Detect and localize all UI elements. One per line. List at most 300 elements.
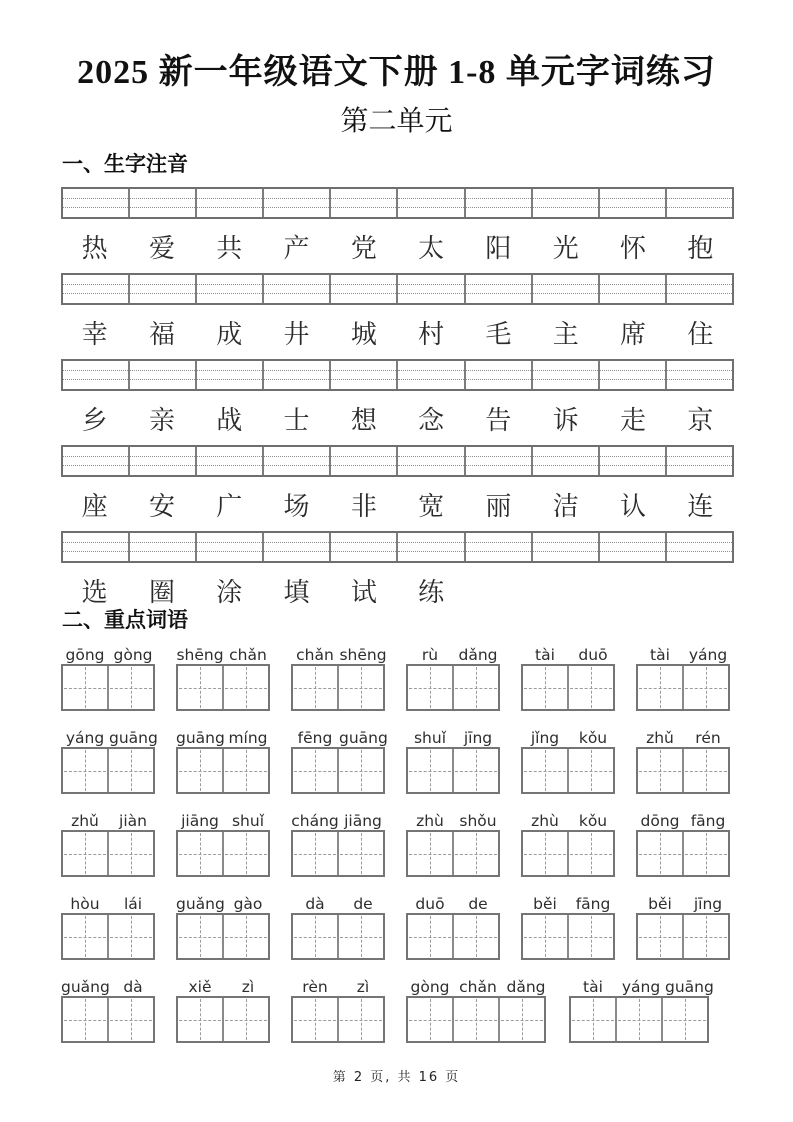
pinyin-label-row bbox=[176, 893, 272, 913]
character-label: 士 bbox=[283, 405, 310, 435]
writing-box bbox=[291, 664, 385, 711]
tian-zi-ge-cell bbox=[63, 666, 109, 709]
pinyin-syllable: chǎn bbox=[229, 646, 267, 664]
character-row bbox=[61, 477, 734, 531]
character-label: 认 bbox=[620, 491, 647, 521]
character-label: 京 bbox=[687, 405, 714, 435]
word-group bbox=[521, 893, 617, 960]
pinyin-label-row bbox=[176, 810, 272, 830]
pinyin-cell bbox=[398, 533, 465, 561]
tian-zi-ge-cell bbox=[523, 749, 569, 792]
pinyin-label-row bbox=[406, 976, 550, 996]
tian-zi-ge-cell bbox=[523, 915, 569, 958]
pinyin-label-row bbox=[176, 644, 272, 664]
character-label: 选 bbox=[81, 577, 108, 607]
tian-zi-ge-cell bbox=[569, 915, 613, 958]
pinyin-syllable: gào bbox=[233, 895, 263, 913]
pinyin-writing-strip bbox=[61, 359, 734, 391]
pinyin-cell bbox=[264, 447, 331, 475]
pinyin-label-row bbox=[636, 644, 732, 664]
tian-zi-ge-cell bbox=[339, 998, 383, 1041]
word-row bbox=[61, 893, 741, 960]
pinyin-writing-strip bbox=[61, 445, 734, 477]
pinyin-cell bbox=[63, 361, 130, 389]
pinyin-syllable: jǐng bbox=[530, 729, 560, 747]
pinyin-syllable: shēng bbox=[339, 646, 387, 664]
word-group bbox=[61, 976, 157, 1043]
tian-zi-ge-cell bbox=[63, 998, 109, 1041]
character-label: 连 bbox=[687, 491, 714, 521]
pinyin-syllable: gòng bbox=[113, 646, 153, 664]
pinyin-cell bbox=[197, 361, 264, 389]
character-label: 光 bbox=[552, 233, 579, 263]
pinyin-syllable: zhǔ bbox=[646, 729, 674, 747]
pinyin-label-row bbox=[521, 893, 617, 913]
tian-zi-ge-cell bbox=[523, 666, 569, 709]
pinyin-syllable: rù bbox=[421, 646, 439, 664]
character-label: 练 bbox=[418, 577, 445, 607]
tian-zi-ge-cell bbox=[454, 666, 498, 709]
word-group bbox=[521, 644, 617, 711]
character-label: 洁 bbox=[552, 491, 579, 521]
pinyin-syllable: rén bbox=[695, 729, 721, 747]
pinyin-syllable: cháng bbox=[291, 812, 339, 830]
tian-zi-ge-cell bbox=[109, 915, 153, 958]
word-group bbox=[61, 893, 157, 960]
pinyin-cell bbox=[264, 275, 331, 303]
tian-zi-ge-cell bbox=[684, 915, 728, 958]
pinyin-syllable: dǎng bbox=[506, 978, 546, 996]
character-label: 城 bbox=[350, 319, 377, 349]
writing-box bbox=[636, 913, 730, 960]
pinyin-cell bbox=[466, 275, 533, 303]
tian-zi-ge-cell bbox=[454, 915, 498, 958]
pinyin-cell bbox=[398, 361, 465, 389]
page-number: 第 2 页, 共 16 页 bbox=[332, 1070, 461, 1085]
pinyin-cell bbox=[667, 447, 732, 475]
pinyin-syllable: fāng bbox=[575, 895, 611, 913]
character-label: 宽 bbox=[418, 491, 445, 521]
writing-box bbox=[176, 830, 270, 877]
character-label: 想 bbox=[350, 405, 377, 435]
character-label: 丽 bbox=[485, 491, 512, 521]
page-title: 2025 新一年级语文下册 1-8 单元字词练习 bbox=[77, 54, 716, 91]
character-label: 毛 bbox=[485, 319, 512, 349]
tian-zi-ge-cell bbox=[454, 998, 500, 1041]
word-group bbox=[176, 893, 272, 960]
writing-box bbox=[176, 664, 270, 711]
pinyin-label-row bbox=[521, 727, 617, 747]
tian-zi-ge-cell bbox=[63, 915, 109, 958]
character-label: 阳 bbox=[485, 233, 512, 263]
character-label: 亲 bbox=[148, 405, 175, 435]
character-label: 诉 bbox=[552, 405, 579, 435]
pinyin-cell bbox=[533, 361, 600, 389]
writing-box bbox=[521, 913, 615, 960]
tian-zi-ge-cell bbox=[663, 998, 707, 1041]
pinyin-label-row bbox=[569, 976, 713, 996]
pinyin-cell bbox=[533, 275, 600, 303]
pinyin-syllable: guǎng bbox=[176, 895, 225, 913]
tian-zi-ge-cell bbox=[408, 749, 454, 792]
tian-zi-ge-cell bbox=[638, 915, 684, 958]
character-label: 填 bbox=[283, 577, 310, 607]
pinyin-cell bbox=[130, 275, 197, 303]
tian-zi-ge-cell bbox=[224, 666, 268, 709]
pinyin-cell bbox=[533, 189, 600, 217]
pinyin-cell bbox=[197, 447, 264, 475]
tian-zi-ge-cell bbox=[638, 832, 684, 875]
tian-zi-ge-cell bbox=[293, 915, 339, 958]
word-group bbox=[569, 976, 713, 1043]
pinyin-cell bbox=[331, 361, 398, 389]
character-label: 热 bbox=[81, 233, 108, 263]
word-group bbox=[291, 810, 387, 877]
pinyin-label-row bbox=[61, 727, 157, 747]
word-group bbox=[636, 644, 732, 711]
pinyin-label-row bbox=[636, 810, 732, 830]
character-label: 告 bbox=[485, 405, 512, 435]
pinyin-syllable: jīng bbox=[463, 729, 493, 747]
pinyin-syllable: dà bbox=[123, 978, 143, 996]
pinyin-label-row bbox=[176, 976, 272, 996]
character-label: 井 bbox=[283, 319, 310, 349]
pinyin-label-row bbox=[636, 893, 732, 913]
pinyin-cell bbox=[331, 533, 398, 561]
tian-zi-ge-cell bbox=[569, 666, 613, 709]
pinyin-syllable: yáng bbox=[621, 978, 661, 996]
word-row bbox=[61, 727, 741, 794]
word-group bbox=[291, 727, 387, 794]
pinyin-syllable: duō bbox=[578, 646, 608, 664]
pinyin-syllable: lái bbox=[123, 895, 143, 913]
pinyin-syllable: xiě bbox=[188, 978, 212, 996]
writing-box bbox=[291, 913, 385, 960]
pinyin-cell bbox=[130, 533, 197, 561]
writing-box bbox=[406, 996, 546, 1043]
writing-box bbox=[61, 996, 155, 1043]
tian-zi-ge-cell bbox=[408, 666, 454, 709]
tian-zi-ge-cell bbox=[224, 998, 268, 1041]
pinyin-syllable: gōng bbox=[65, 646, 105, 664]
pinyin-cell bbox=[600, 275, 667, 303]
writing-box bbox=[406, 664, 500, 711]
pinyin-syllable: guāng bbox=[665, 978, 714, 996]
pinyin-cell bbox=[600, 361, 667, 389]
pinyin-cell bbox=[63, 275, 130, 303]
tian-zi-ge-cell bbox=[293, 998, 339, 1041]
character-label: 安 bbox=[148, 491, 175, 521]
tian-zi-ge-cell bbox=[569, 749, 613, 792]
tian-zi-ge-cell bbox=[638, 749, 684, 792]
character-label: 共 bbox=[216, 233, 243, 263]
pinyin-syllable: tài bbox=[535, 646, 555, 664]
tian-zi-ge-cell bbox=[571, 998, 617, 1041]
pinyin-label-row bbox=[521, 810, 617, 830]
writing-box bbox=[569, 996, 709, 1043]
tian-zi-ge-cell bbox=[569, 832, 613, 875]
pinyin-label-row bbox=[61, 810, 157, 830]
character-label: 战 bbox=[216, 405, 243, 435]
character-label: 抱 bbox=[687, 233, 714, 263]
character-label: 幸 bbox=[81, 319, 108, 349]
pinyin-syllable: shēng bbox=[176, 646, 224, 664]
pinyin-cell bbox=[600, 533, 667, 561]
pinyin-writing-strip bbox=[61, 273, 734, 305]
tian-zi-ge-cell bbox=[339, 749, 383, 792]
pinyin-syllable: fāng bbox=[690, 812, 726, 830]
character-label: 走 bbox=[620, 405, 647, 435]
writing-box bbox=[291, 830, 385, 877]
pinyin-syllable: jīng bbox=[693, 895, 723, 913]
word-group bbox=[636, 893, 732, 960]
tian-zi-ge-cell bbox=[339, 666, 383, 709]
section1-heading: 一、生字注音 bbox=[62, 152, 188, 176]
character-label: 产 bbox=[283, 233, 310, 263]
writing-box bbox=[176, 996, 270, 1043]
pinyin-syllable: chǎn bbox=[459, 978, 497, 996]
pinyin-cell bbox=[130, 189, 197, 217]
pinyin-label-row bbox=[61, 644, 157, 664]
section2-heading: 二、重点词语 bbox=[62, 608, 188, 632]
word-row bbox=[61, 810, 741, 877]
tian-zi-ge-cell bbox=[684, 749, 728, 792]
pinyin-label-row bbox=[291, 644, 387, 664]
writing-box bbox=[176, 747, 270, 794]
pinyin-label-row bbox=[406, 893, 502, 913]
pinyin-cell bbox=[331, 447, 398, 475]
word-group bbox=[636, 727, 732, 794]
tian-zi-ge-cell bbox=[109, 666, 153, 709]
pinyin-label-row bbox=[291, 727, 387, 747]
pinyin-syllable: běi bbox=[533, 895, 557, 913]
word-group bbox=[176, 727, 272, 794]
tian-zi-ge-cell bbox=[109, 998, 153, 1041]
pinyin-syllable: shuǐ bbox=[231, 812, 265, 830]
word-group bbox=[291, 644, 387, 711]
tian-zi-ge-cell bbox=[178, 998, 224, 1041]
word-group bbox=[61, 727, 157, 794]
word-group bbox=[61, 810, 157, 877]
pinyin-label-row bbox=[406, 810, 502, 830]
pinyin-cell bbox=[466, 189, 533, 217]
character-label: 圈 bbox=[148, 577, 175, 607]
pinyin-syllable: duō bbox=[415, 895, 445, 913]
tian-zi-ge-cell bbox=[224, 832, 268, 875]
pinyin-label-row bbox=[176, 727, 272, 747]
pinyin-cell bbox=[600, 189, 667, 217]
pinyin-syllable: fēng bbox=[297, 729, 333, 747]
pinyin-syllable: jiāng bbox=[181, 812, 219, 830]
pinyin-syllable: gòng bbox=[410, 978, 450, 996]
pinyin-cell bbox=[667, 275, 732, 303]
character-label: 乡 bbox=[81, 405, 108, 435]
section1-rows bbox=[61, 187, 734, 617]
word-group bbox=[291, 893, 387, 960]
tian-zi-ge-cell bbox=[63, 749, 109, 792]
word-group bbox=[636, 810, 732, 877]
character-label: 念 bbox=[418, 405, 445, 435]
word-group bbox=[521, 727, 617, 794]
pinyin-syllable: dōng bbox=[640, 812, 680, 830]
pinyin-syllable: běi bbox=[648, 895, 672, 913]
word-group bbox=[61, 644, 157, 711]
character-label: 爱 bbox=[148, 233, 175, 263]
word-group bbox=[406, 810, 502, 877]
word-group bbox=[521, 810, 617, 877]
pinyin-label-row bbox=[61, 893, 157, 913]
pinyin-syllable: míng bbox=[228, 729, 268, 747]
tian-zi-ge-cell bbox=[339, 832, 383, 875]
writing-box bbox=[406, 913, 500, 960]
character-label: 试 bbox=[350, 577, 377, 607]
tian-zi-ge-cell bbox=[178, 832, 224, 875]
pinyin-syllable: shuǐ bbox=[413, 729, 447, 747]
pinyin-label-row bbox=[291, 893, 387, 913]
pinyin-syllable: zhǔ bbox=[71, 812, 99, 830]
character-label: 涂 bbox=[216, 577, 243, 607]
pinyin-cell bbox=[398, 189, 465, 217]
pinyin-cell bbox=[331, 189, 398, 217]
pinyin-cell bbox=[264, 533, 331, 561]
tian-zi-ge-cell bbox=[684, 832, 728, 875]
pinyin-cell bbox=[600, 447, 667, 475]
tian-zi-ge-cell bbox=[500, 998, 544, 1041]
character-label: 非 bbox=[350, 491, 377, 521]
pinyin-syllable: jiāng bbox=[344, 812, 382, 830]
pinyin-syllable: zì bbox=[356, 978, 370, 996]
pinyin-syllable: chǎn bbox=[296, 646, 334, 664]
character-row bbox=[61, 219, 734, 273]
pinyin-cell bbox=[398, 447, 465, 475]
pinyin-syllable: guāng bbox=[109, 729, 158, 747]
pinyin-cell bbox=[63, 533, 130, 561]
writing-box bbox=[636, 830, 730, 877]
character-label: 怀 bbox=[620, 233, 647, 263]
pinyin-syllable: dǎng bbox=[458, 646, 498, 664]
tian-zi-ge-cell bbox=[454, 832, 498, 875]
character-label: 广 bbox=[216, 491, 243, 521]
word-group bbox=[176, 644, 272, 711]
pinyin-cell bbox=[667, 189, 732, 217]
pinyin-cell bbox=[667, 533, 732, 561]
character-label: 太 bbox=[418, 233, 445, 263]
pinyin-cell bbox=[331, 275, 398, 303]
character-label: 党 bbox=[350, 233, 377, 263]
pinyin-cell bbox=[264, 189, 331, 217]
tian-zi-ge-cell bbox=[617, 998, 663, 1041]
tian-zi-ge-cell bbox=[178, 915, 224, 958]
pinyin-syllable: yáng bbox=[688, 646, 728, 664]
tian-zi-ge-cell bbox=[63, 832, 109, 875]
writing-box bbox=[521, 747, 615, 794]
writing-box bbox=[406, 830, 500, 877]
pinyin-syllable: guāng bbox=[339, 729, 388, 747]
character-label: 主 bbox=[552, 319, 579, 349]
tian-zi-ge-cell bbox=[408, 915, 454, 958]
pinyin-syllable: zhù bbox=[531, 812, 559, 830]
tian-zi-ge-cell bbox=[224, 915, 268, 958]
pinyin-cell bbox=[466, 447, 533, 475]
word-row bbox=[61, 976, 741, 1043]
pinyin-syllable: rèn bbox=[302, 978, 328, 996]
writing-box bbox=[291, 996, 385, 1043]
pinyin-cell bbox=[63, 189, 130, 217]
pinyin-cell bbox=[533, 447, 600, 475]
pinyin-writing-strip bbox=[61, 531, 734, 563]
tian-zi-ge-cell bbox=[523, 832, 569, 875]
pinyin-label-row bbox=[521, 644, 617, 664]
pinyin-cell bbox=[197, 533, 264, 561]
pinyin-syllable: guāng bbox=[176, 729, 225, 747]
tian-zi-ge-cell bbox=[109, 749, 153, 792]
character-label: 福 bbox=[148, 319, 175, 349]
pinyin-writing-strip bbox=[61, 187, 734, 219]
character-label: 席 bbox=[620, 319, 647, 349]
writing-box bbox=[521, 664, 615, 711]
pinyin-cell bbox=[197, 275, 264, 303]
character-row bbox=[61, 305, 734, 359]
pinyin-syllable: de bbox=[468, 895, 488, 913]
character-label: 座 bbox=[81, 491, 108, 521]
pinyin-syllable: tài bbox=[583, 978, 603, 996]
writing-box bbox=[61, 913, 155, 960]
pinyin-syllable: guǎng bbox=[61, 978, 110, 996]
pinyin-cell bbox=[197, 189, 264, 217]
pinyin-syllable: zì bbox=[241, 978, 255, 996]
writing-box bbox=[61, 664, 155, 711]
tian-zi-ge-cell bbox=[293, 749, 339, 792]
pinyin-cell bbox=[667, 361, 732, 389]
character-label: 成 bbox=[216, 319, 243, 349]
pinyin-label-row bbox=[291, 810, 387, 830]
pinyin-cell bbox=[130, 361, 197, 389]
writing-box bbox=[291, 747, 385, 794]
word-group bbox=[176, 976, 272, 1043]
pinyin-syllable: kǒu bbox=[578, 729, 608, 747]
tian-zi-ge-cell bbox=[408, 998, 454, 1041]
tian-zi-ge-cell bbox=[684, 666, 728, 709]
tian-zi-ge-cell bbox=[293, 832, 339, 875]
character-label: 住 bbox=[687, 319, 714, 349]
pinyin-label-row bbox=[636, 727, 732, 747]
word-group bbox=[176, 810, 272, 877]
pinyin-label-row bbox=[406, 644, 502, 664]
tian-zi-ge-cell bbox=[293, 666, 339, 709]
writing-box bbox=[176, 913, 270, 960]
unit-subtitle: 第二单元 bbox=[340, 106, 453, 137]
character-label: 场 bbox=[283, 491, 310, 521]
writing-box bbox=[61, 747, 155, 794]
pinyin-syllable: jiàn bbox=[119, 812, 147, 830]
tian-zi-ge-cell bbox=[339, 915, 383, 958]
tian-zi-ge-cell bbox=[178, 666, 224, 709]
tian-zi-ge-cell bbox=[454, 749, 498, 792]
pinyin-syllable: zhù bbox=[416, 812, 444, 830]
character-row bbox=[61, 391, 734, 445]
section2-rows bbox=[61, 644, 741, 1059]
pinyin-label-row bbox=[61, 976, 157, 996]
pinyin-syllable: dà bbox=[305, 895, 325, 913]
writing-box bbox=[636, 747, 730, 794]
writing-box bbox=[61, 830, 155, 877]
pinyin-label-row bbox=[291, 976, 387, 996]
word-group bbox=[291, 976, 387, 1043]
pinyin-syllable: kǒu bbox=[578, 812, 608, 830]
pinyin-cell bbox=[63, 447, 130, 475]
pinyin-syllable: yáng bbox=[65, 729, 105, 747]
word-group bbox=[406, 644, 502, 711]
